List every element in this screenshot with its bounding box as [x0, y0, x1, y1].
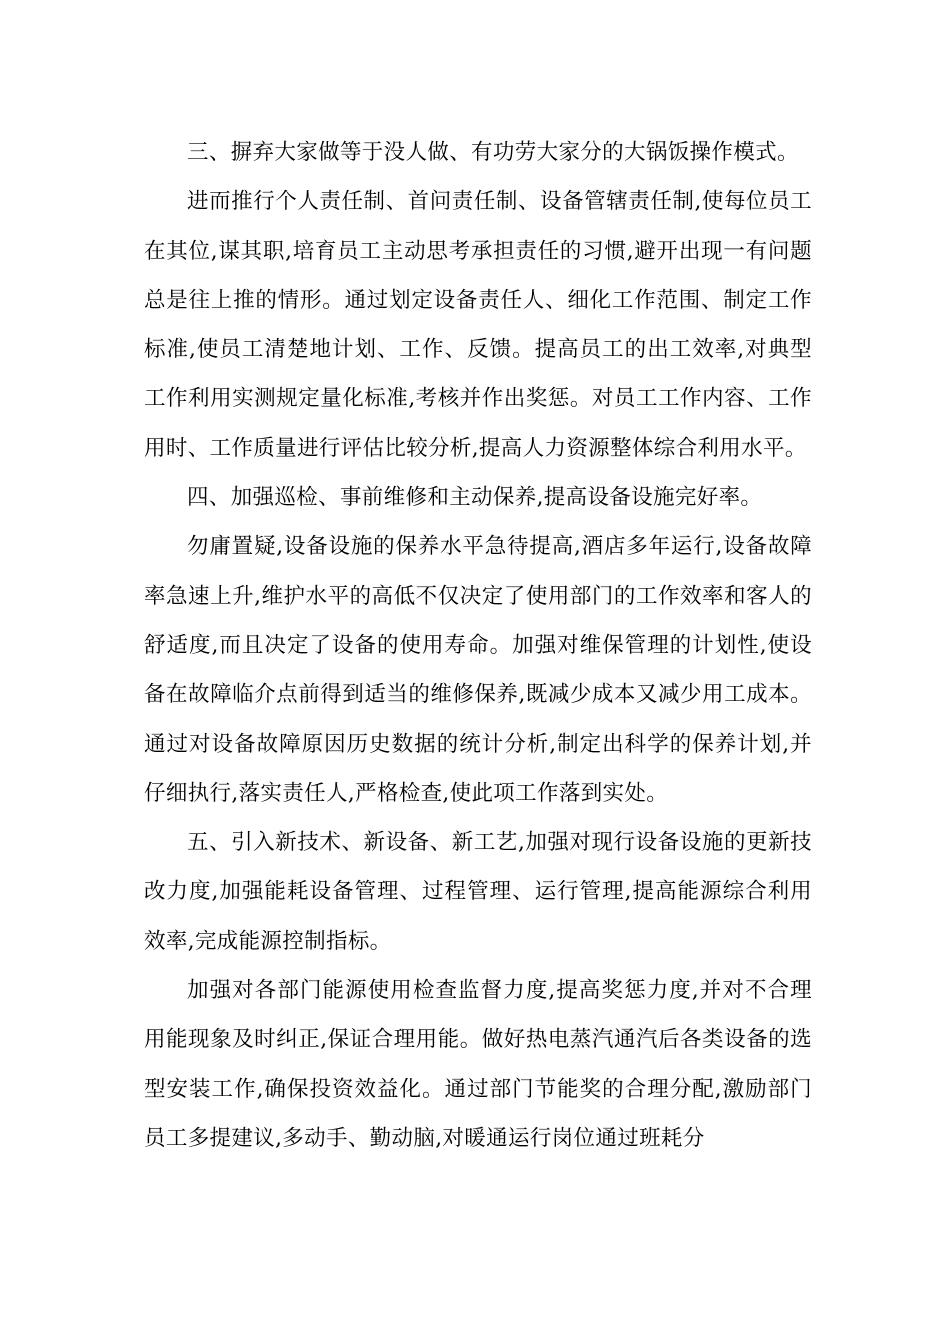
document-page — [144, 128, 812, 1163]
paragraph-section-four-heading: 四、加强巡检、事前维修和主动保养,提高设备设施完好率。 — [187, 485, 763, 511]
paragraph-section-three-heading: 三、摒弃大家做等于没人做、有功劳大家分的大锅饭操作模式。 — [187, 140, 799, 165]
paragraph-energy-management: 加强对各部门能源使用检查监督力度,提高奖惩力度,并对不合理用能现象及时纠正,保证合理用能。做好热电蒸汽通汽后各类设备的选型安装工作,确保投资效益化。通过部门节能奖的合理分配,激励部门员工多提建议,多动手、勤动脑,对暖通运行岗位通过班耗分 — [144, 978, 812, 1151]
paragraph-maintenance: 勿庸置疑,设备设施的保养水平急待提高,酒店多年运行,设备故障率急速上升,维护水平的高低不仅决定了使用部门的工作效率和客人的舒适度,而且决定了设备的使用寿命。加强对维保管理的计划性,使设备在故障临介点前得到适当的维修保养,既减少成本又减少用工成本。通过对设备故障原因历史数据的统计分析,制定出科学的保养计划,并仔细执行,落实责任人,严格检查,使此项工作落到实处。 — [144, 534, 812, 806]
paragraph-section-five-heading: 五、引入新技术、新设备、新工艺,加强对现行设备设施的更新技改力度,加强能耗设备管理、过程管理、运行管理,提高能源综合利用效率,完成能源控制指标。 — [144, 830, 812, 954]
paragraph-responsibility-system: 进而推行个人责任制、首问责任制、设备管辖责任制,使每位员工在其位,谋其职,培育员工主动思考承担责任的习惯,避开出现一有问题总是往上推的情形。通过划定设备责任人、细化工作范围、制定工作标准,使员工清楚地计划、工作、反馈。提高员工的出工效率,对典型工作利用实测规定量化标准,考核并作出奖惩。对员工工作内容、工作用时、工作质量进行评估比较分析,提高人力资源整体综合利用水平。 — [144, 189, 812, 461]
